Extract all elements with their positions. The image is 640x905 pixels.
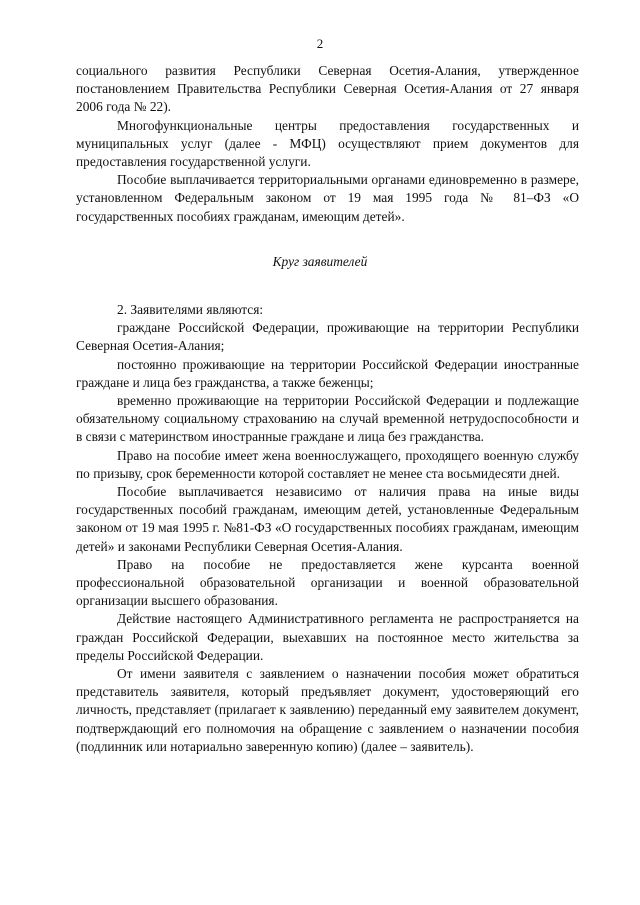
paragraph-cadet-wife: Право на пособие не предоставляется жене курсанта военной профессиональной образовательной организации и военной образовательной организации высшего образования. <box>76 556 579 609</box>
paragraph-mfc: Многофункциональные центры предоставления государственных и муниципальных услуг (далее - МФЦ) осуществляют прием документов для предоставления государственной услуги. <box>76 117 579 170</box>
paragraph-payment: Пособие выплачивается территориальными органами единовременно в размере, установленном Федеральным законом от 19 мая 1995 года № 81–ФЗ «О государственных пособиях гражданам, имеющим детей». <box>76 172 579 224</box>
paragraph-temporary-residents: временно проживающие на территории Российской Федерации и подлежащие обязательному социальному страхованию на случай временной нетрудоспособности и в связи с материнством иностранные граждане и лица без гражданства. <box>76 393 579 445</box>
paragraph-scope-exclusion: Действие настоящего Административного регламента не распространяется на граждан Российской Федерации, выехавших на постоянное место жительства за пределы Российской Федерации. <box>76 611 579 663</box>
paragraph-military-wife: Право на пособие имеет жена военнослужащего, проходящего военную службу по призыву, срок беременности которой составляет не менее ста восьмидесяти дней. <box>76 447 579 481</box>
paragraph-independent-payment: Пособие выплачивается независимо от наличия права на иные виды государственных пособий гражданам, имеющим детей, установленные Федеральным законом от 19 мая 1995 г. №81-ФЗ «О государственных пособиях гражданам, имеющим детей» и законами Республики Северная Осетия-Алания. <box>76 484 579 554</box>
paragraph-permanent-residents: постоянно проживающие на территории Российской Федерации иностранные граждане и лица без гражданства, а также беженцы; <box>76 356 579 390</box>
page-number: 2 <box>316 36 324 51</box>
paragraph-representative: От имени заявителя с заявлением о назначении пособия может обратиться представитель заявителя, который предъявляет документ, удостоверяющий его личность, представляет (прилагает к заявлению) переданный ему заявителем документ, подтверждающий его полномочия на обращение с заявлением о назначении пособия (подлинник или нотариально заверенную копию) (далее – заявитель). <box>76 666 579 754</box>
section-heading: Круг заявителей <box>272 254 368 269</box>
paragraph-continuation: социального развития Республики Северная Осетия-Алания, утвержденное постановлением Правительства Республики Северная Осетия-Алания от 27 января 2006 года № 22). <box>76 63 579 115</box>
top-text-block <box>76 62 579 226</box>
main-text-block <box>76 301 579 756</box>
paragraph-applicants-intro: 2. Заявителями являются: <box>117 302 264 317</box>
paragraph-citizens: граждане Российской Федерации, проживающие на территории Республики Северная Осетия-Алания; <box>76 320 579 354</box>
